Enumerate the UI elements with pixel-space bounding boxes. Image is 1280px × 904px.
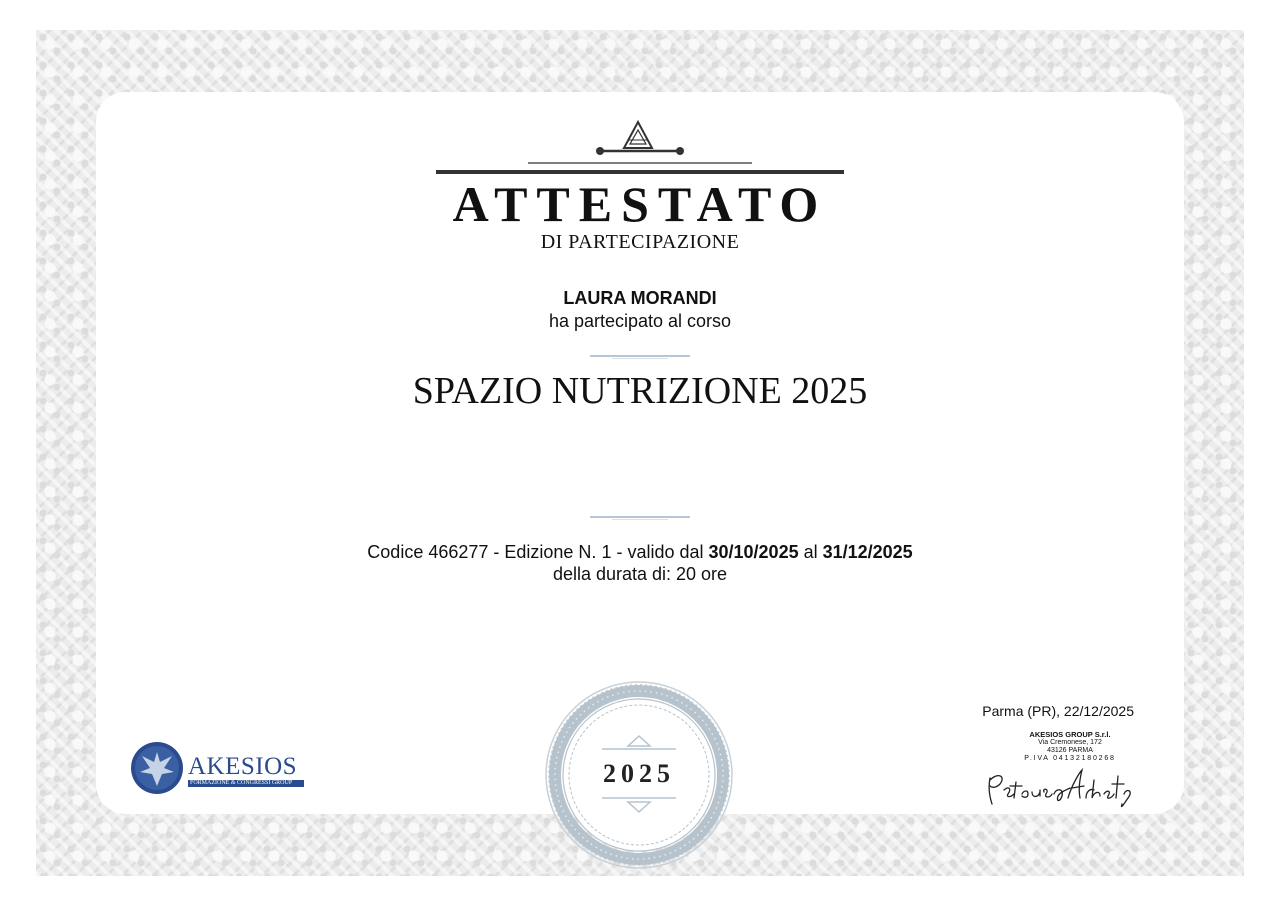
logo-name: AKESIOS (188, 753, 298, 780)
triangle-emblem-icon (420, 112, 860, 182)
course-code-line (0, 541, 1280, 563)
course-code-text: Codice 466277 - Edizione N. 1 - valido dal (367, 542, 709, 562)
seal-year: 2025 (603, 759, 675, 788)
valid-from-date: 30/10/2025 (708, 542, 799, 562)
course-code-connector: al (798, 542, 823, 562)
stamp-company: AKESIOS GROUP S.r.l. (1029, 730, 1111, 739)
course-title: SPAZIO NUTRIZIONE 2025 (412, 370, 868, 412)
course-duration: della durata di: 20 ore (552, 564, 728, 584)
stamp-city: 43126 PARMA (1047, 747, 1093, 754)
certificate-title: ATTESTATO (452, 176, 828, 232)
participant-name: LAURA MORANDI (563, 288, 717, 308)
divider-bottom (590, 516, 690, 518)
divider-top (590, 355, 690, 357)
participation-text: ha partecipato al corso (548, 311, 732, 331)
handwritten-signature (984, 764, 1134, 812)
company-stamp (1000, 731, 1140, 763)
stamp-address: Via Cremonese, 172 (1038, 739, 1102, 746)
logo-tagline: FORMAZIONE & CONGRESSI GROUP (188, 780, 304, 787)
valid-to-date: 31/12/2025 (822, 542, 913, 562)
place-and-date: Parma (PR), 22/12/2025 (982, 703, 1134, 719)
stamp-vat: P.IVA 04132180268 (1024, 755, 1116, 762)
certificate-subtitle: DI PARTECIPAZIONE (540, 231, 740, 253)
